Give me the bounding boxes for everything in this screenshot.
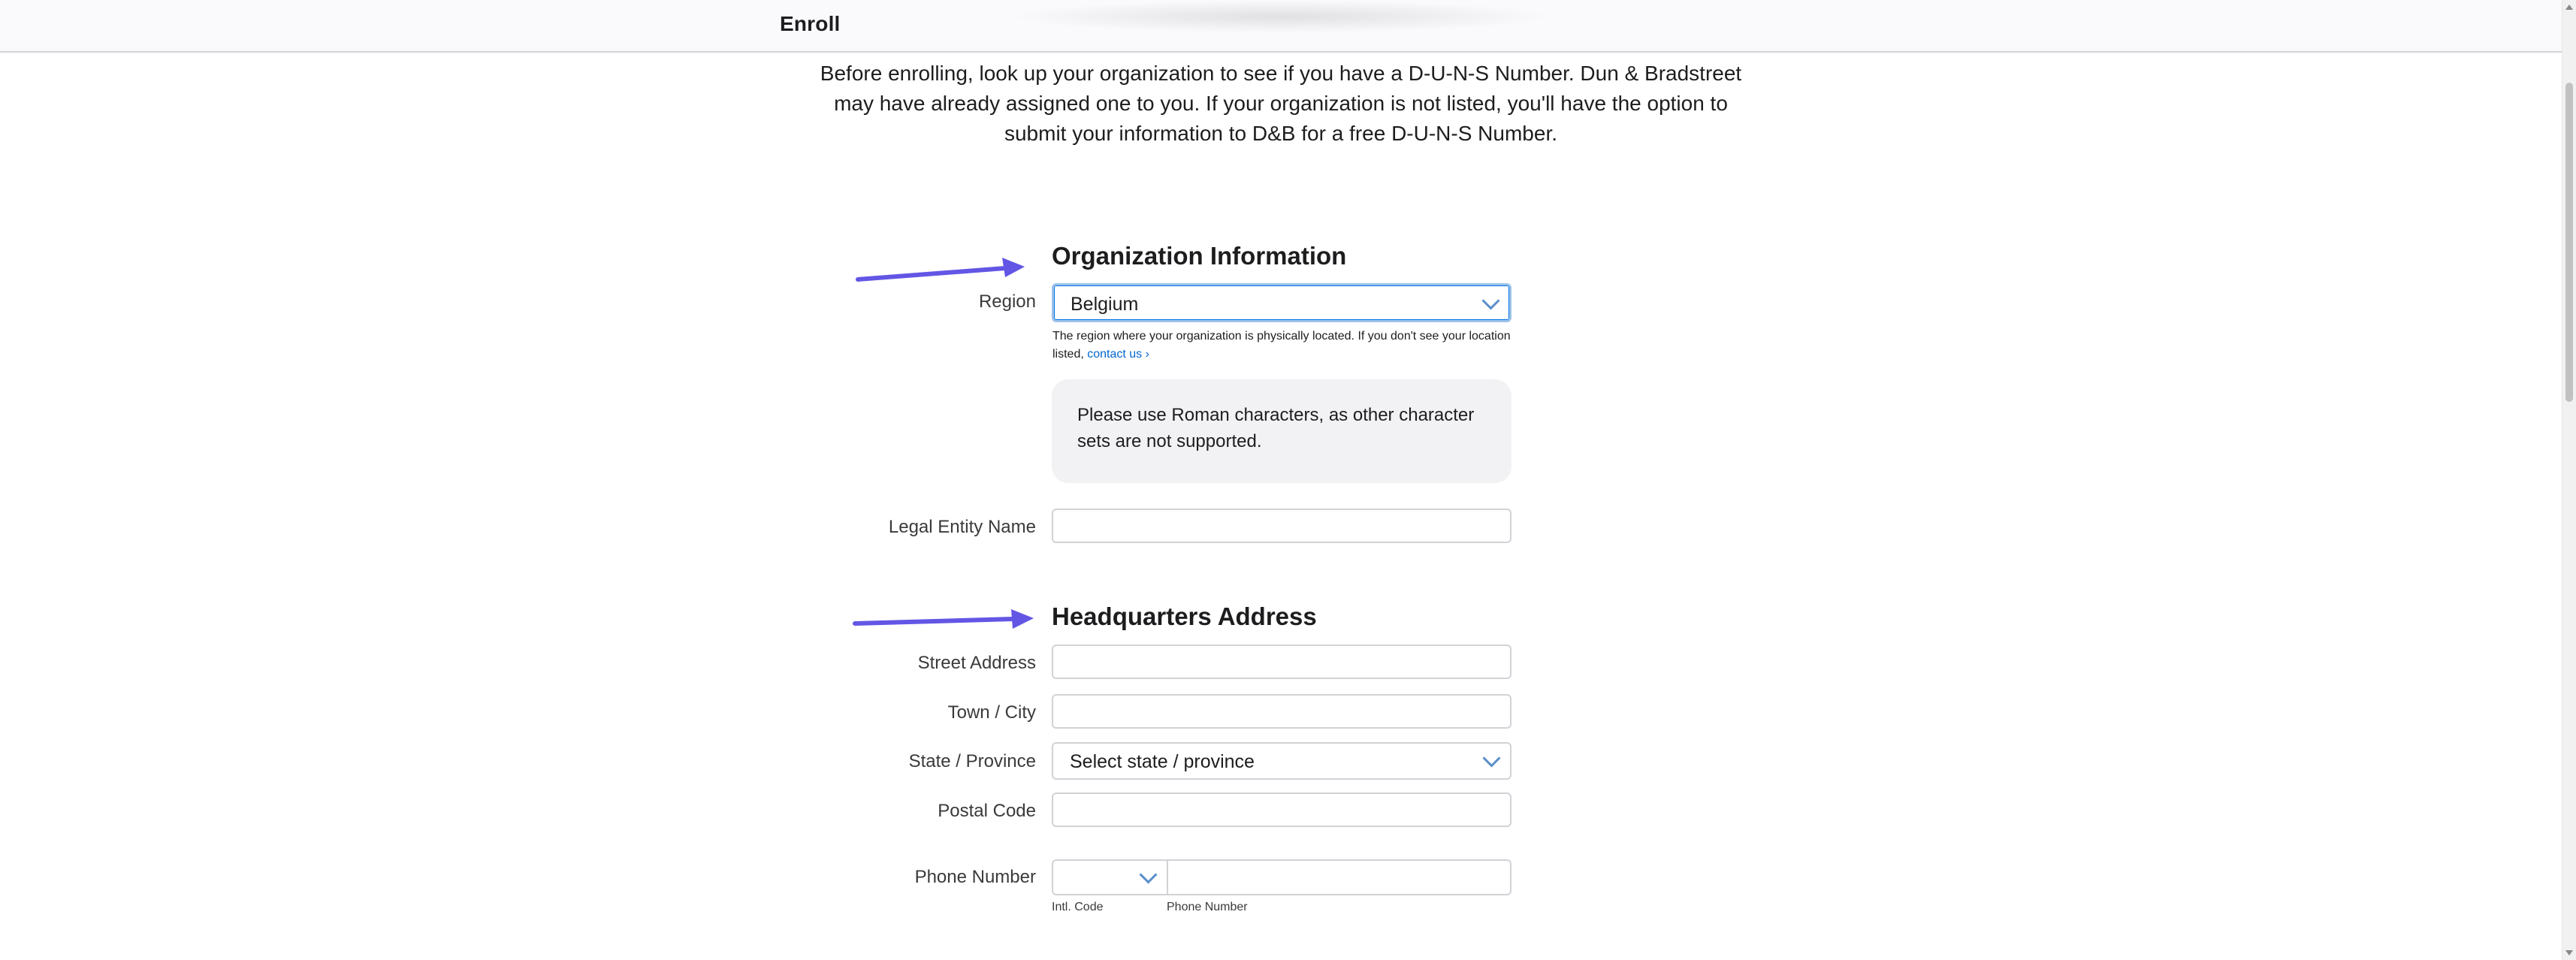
page-title: Enroll bbox=[780, 12, 841, 35]
roman-characters-note: Please use Roman characters, as other character sets are not supported. bbox=[1052, 379, 1511, 483]
chevron-down-icon bbox=[1139, 865, 1157, 883]
legal-entity-input[interactable] bbox=[1052, 509, 1511, 543]
phone-number-caption: Phone Number bbox=[1167, 901, 1248, 913]
street-address-input[interactable] bbox=[1052, 645, 1511, 679]
street-address-label: Street Address bbox=[917, 653, 1036, 673]
scrollbar-thumb[interactable] bbox=[2565, 83, 2573, 402]
postal-code-input[interactable] bbox=[1052, 792, 1511, 827]
chevron-down-icon bbox=[1481, 291, 1499, 309]
state-province-select[interactable] bbox=[1052, 742, 1511, 780]
city-label: Town / City bbox=[947, 702, 1036, 723]
city-input[interactable] bbox=[1052, 694, 1511, 729]
top-header-bar bbox=[0, 0, 2562, 53]
region-select[interactable] bbox=[1052, 283, 1511, 322]
vertical-scrollbar[interactable] bbox=[2562, 0, 2576, 960]
intl-code-select[interactable] bbox=[1052, 859, 1168, 895]
intl-code-caption: Intl. Code bbox=[1052, 901, 1104, 913]
intro-paragraph: Before enrolling, look up your organization to see if you have a D-U-N-S Number. Dun & Bradstreet may have already assigned one to you. If your organization is not listed, you'll have the option to submit your information to D&B for a free D-U-N-S Number. bbox=[820, 62, 1742, 145]
header-shadow bbox=[1007, 0, 1555, 33]
region-help-text bbox=[1052, 328, 1518, 364]
region-select-value: Belgium bbox=[1071, 294, 1139, 315]
annotation-arrow-icon bbox=[855, 254, 1029, 285]
phone-number-label: Phone Number bbox=[914, 867, 1036, 887]
annotation-arrow-icon bbox=[852, 605, 1037, 631]
hq-section-title: Headquarters Address bbox=[1052, 602, 1317, 630]
phone-number-input[interactable] bbox=[1167, 859, 1511, 895]
legal-entity-label: Legal Entity Name bbox=[888, 517, 1036, 537]
chevron-down-icon bbox=[1482, 749, 1500, 767]
scroll-up-arrow-icon[interactable] bbox=[2565, 5, 2573, 10]
region-help-copy: The region where your organization is physically located. If you don't see your location listed, bbox=[1052, 330, 1511, 361]
contact-us-link[interactable]: contact us › bbox=[1087, 348, 1149, 361]
state-province-label: State / Province bbox=[908, 751, 1036, 771]
state-province-select-value: Select state / province bbox=[1070, 751, 1255, 772]
org-section-title: Organization Information bbox=[1052, 242, 1347, 270]
scroll-down-arrow-icon[interactable] bbox=[2565, 950, 2573, 955]
region-label: Region bbox=[978, 291, 1036, 312]
postal-code-label: Postal Code bbox=[938, 801, 1036, 821]
